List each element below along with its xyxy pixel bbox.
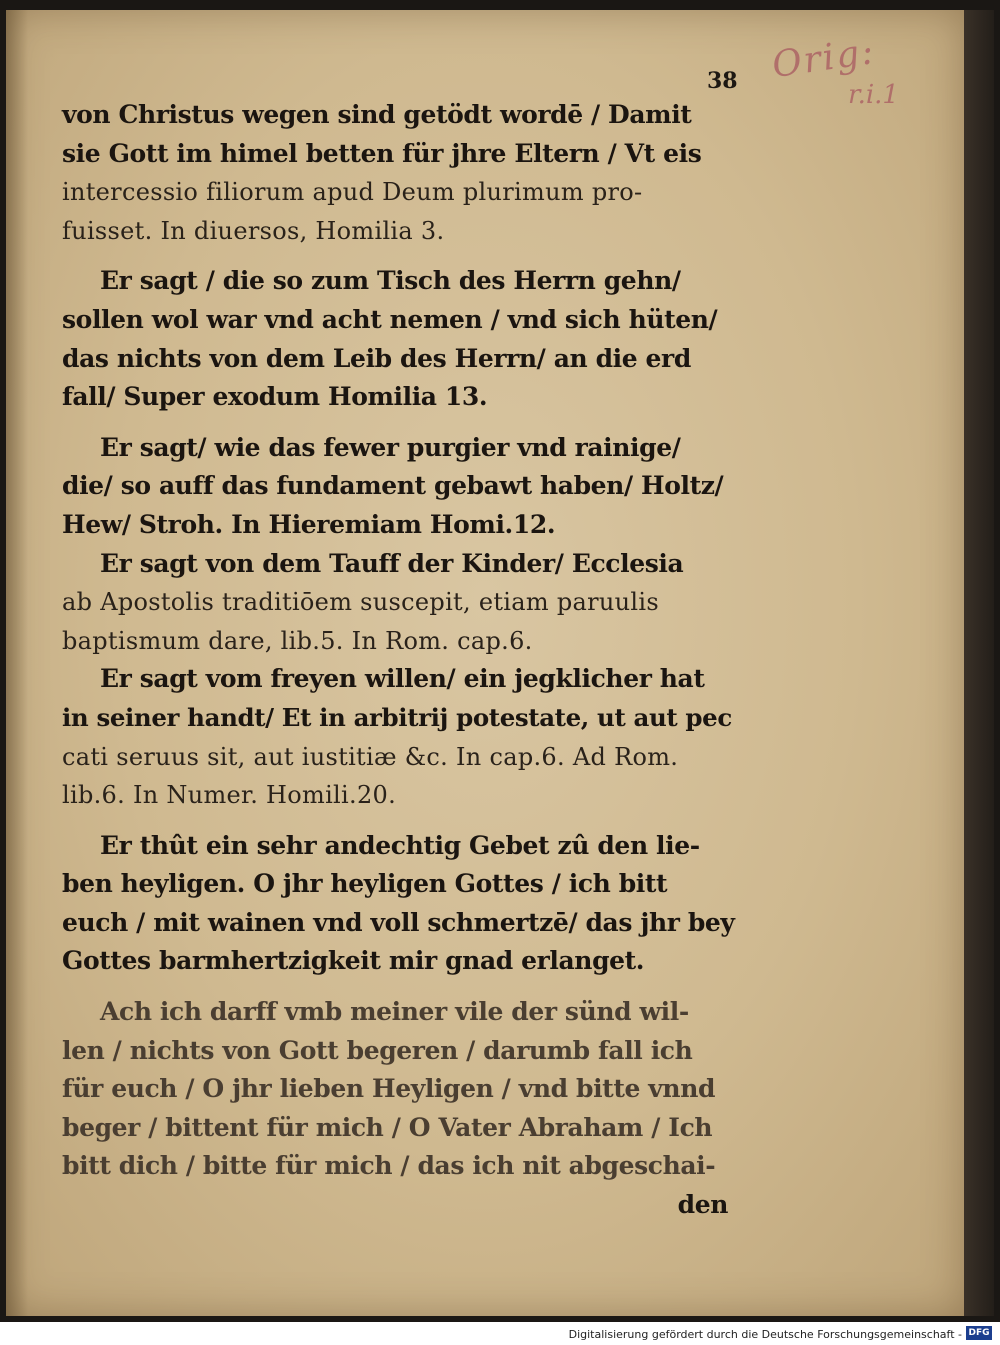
page-edge: [964, 10, 994, 1316]
text-line: in seiner handt/ Et in arbitrij potestate, ut aut pec: [62, 702, 732, 732]
text-line: für euch / O jhr lieben Heyligen / vnd bitte vnnd: [62, 1074, 716, 1104]
text-line: beger / bittent für mich / O Vater Abraham / Ich: [62, 1112, 713, 1142]
text-line: sollen wol war vnd acht nemen / vnd sich hüten/: [62, 304, 718, 334]
text-line: Er sagt / die so zum Tisch des Herrn gehn/: [100, 266, 681, 296]
gutter-shadow: [6, 10, 28, 1316]
text-line: Er sagt von dem Tauff der Kinder/ Ecclesia: [100, 548, 684, 578]
shelfmark-annotation: Orig:: [769, 31, 878, 86]
paragraph-gap: [62, 417, 742, 429]
text-line: intercessio filiorum apud Deum plurimum pro-: [62, 178, 643, 207]
page-text: [62, 96, 742, 1225]
text-line: den: [677, 1190, 728, 1220]
text-line: euch / mit wainen vnd voll schmertzē/ das jhr bey: [62, 907, 735, 937]
paragraph-gap: [62, 981, 742, 993]
text-line: len / nichts von Gott begeren / darumb fall ich: [62, 1035, 693, 1065]
funding-credit: Digitalisierung gefördert durch die Deutsche Forschungsgemeinschaft -: [568, 1328, 962, 1341]
text-line: von Christus wegen sind getödt wordē / Damit: [62, 100, 692, 129]
text-line: cati seruus sit, aut iustitiæ &c. In cap.6. Ad Rom.: [62, 742, 679, 771]
text-line: Ach ich darff vmb meiner vile der sünd wil-: [100, 997, 689, 1027]
text-line: bitt dich / bitte für mich / das ich nit abgeschai-: [62, 1151, 716, 1181]
text-line: sie Gott im himel betten für jhre Eltern / Vt eis: [62, 138, 702, 168]
text-line: Er sagt/ wie das fewer purgier vnd rainige/: [100, 432, 681, 462]
text-line: lib.6. In Numer. Homili.20.: [62, 781, 397, 810]
text-line: fall/ Super exodum Homilia 13.: [62, 382, 488, 412]
text-line: baptismum dare, lib.5. In Rom. cap.6.: [62, 626, 533, 655]
text-line: Hew/ Stroh. In Hieremiam Homi.12.: [62, 509, 556, 539]
paragraph-gap: [62, 815, 742, 827]
dfg-logo: DFG: [966, 1326, 992, 1340]
text-line: ben heyligen. O jhr heyligen Gottes / ich bitt: [62, 869, 668, 899]
shelfmark-annotation-sub: r.i.1: [848, 80, 899, 110]
text-line: die/ so auff das fundament gebawt haben/ Holtz/: [62, 471, 724, 501]
text-line: ab Apostolis traditiōem suscepit, etiam paruulis: [62, 588, 659, 617]
text-line: Gottes barmhertzigkeit mir gnad erlanget.: [62, 946, 645, 976]
paragraph-gap: [62, 250, 742, 262]
page-number: 38: [707, 68, 738, 94]
text-line: das nichts von dem Leib des Herrn/ an die erd: [62, 343, 691, 373]
text-line: Er sagt vom freyen willen/ ein jegklicher hat: [100, 664, 705, 694]
text-line: Er thût ein sehr andechtig Gebet zû den lie-: [100, 830, 700, 860]
text-line: fuisset. In diuersos, Homilia 3.: [62, 216, 445, 245]
